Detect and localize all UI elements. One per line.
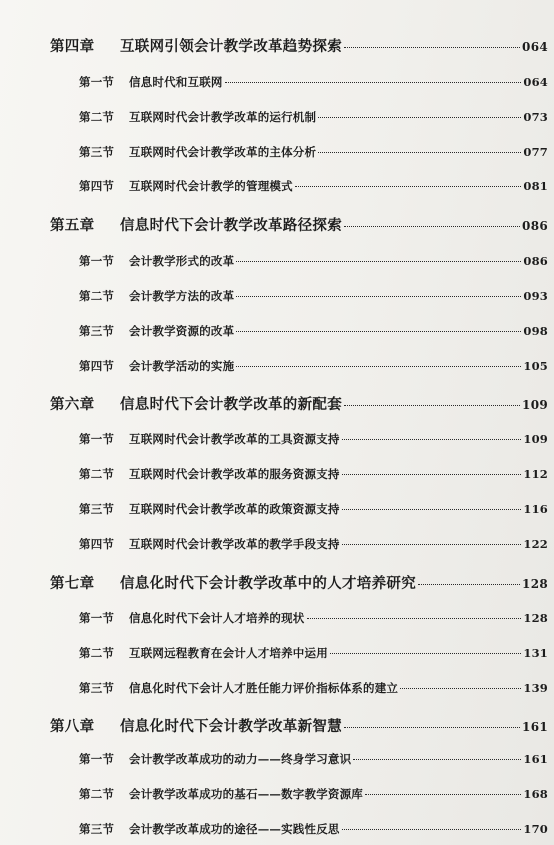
section-title: 会计教学资源的改革 (129, 324, 235, 338)
toc-section-entry (79, 610, 548, 626)
section-title: 互联网远程教育在会计人才培养中运用 (129, 646, 328, 660)
chapter-heading (50, 715, 342, 736)
page-number: 168 (523, 787, 548, 801)
toc-chapter-entry (50, 572, 548, 593)
dot-leader (418, 584, 520, 585)
page-number: 093 (523, 289, 548, 303)
page-number: 128 (522, 577, 548, 591)
section-title: 互联网时代会计教学改革的工具资源支持 (129, 432, 340, 446)
toc-section-entry (79, 288, 548, 304)
section-number: 第二节 (79, 467, 115, 481)
toc-chapter-entry (50, 35, 548, 56)
dot-leader (365, 794, 521, 795)
dot-leader (295, 186, 522, 187)
page-number: 128 (523, 611, 548, 625)
dot-leader (344, 47, 520, 48)
section-number: 第四节 (79, 359, 115, 373)
page-number: 109 (522, 398, 548, 412)
page-number: 170 (523, 822, 548, 836)
section-number: 第二节 (79, 787, 115, 801)
toc-section-entry (79, 431, 548, 447)
section-heading (79, 144, 316, 160)
chapter-heading (50, 35, 342, 56)
toc-section-entry (79, 751, 548, 767)
section-heading (79, 645, 328, 661)
dot-leader (225, 82, 522, 83)
page-number: 064 (523, 75, 548, 89)
section-heading (79, 466, 340, 482)
section-number: 第二节 (79, 289, 115, 303)
chapter-title: 信息化时代下会计教学改革新智慧 (120, 718, 342, 735)
section-heading (79, 288, 234, 304)
dot-leader (236, 331, 521, 332)
dot-leader (236, 366, 521, 367)
chapter-number: 第六章 (50, 396, 95, 413)
section-title: 信息化时代下会计人才胜任能力评价指标体系的建立 (129, 681, 399, 695)
chapter-heading (50, 393, 342, 414)
dot-leader (236, 296, 521, 297)
dot-leader (342, 509, 522, 510)
section-title: 信息化时代下会计人才培养的现状 (129, 611, 305, 625)
page-number: 081 (523, 179, 548, 193)
section-title: 会计教学改革成功的途径——实践性反思 (129, 822, 340, 836)
section-number: 第三节 (79, 822, 115, 836)
chapter-title: 互联网引领会计教学改革趋势探索 (120, 38, 342, 55)
section-heading (79, 253, 234, 269)
toc-section-entry (79, 358, 548, 374)
section-heading (79, 751, 351, 767)
toc-section-entry (79, 786, 548, 802)
section-title: 会计教学改革成功的动力——终身学习意识 (129, 752, 352, 766)
dot-leader (318, 117, 521, 118)
page-number: 112 (523, 467, 548, 481)
section-heading (79, 680, 398, 696)
dot-leader (344, 226, 520, 227)
page-number: 122 (523, 537, 548, 551)
section-title: 会计教学改革成功的基石——数字教学资源库 (129, 787, 363, 801)
page-number: 161 (523, 752, 548, 766)
dot-leader (342, 829, 522, 830)
dot-leader (236, 261, 521, 262)
toc-section-entry (79, 74, 548, 90)
toc-section-entry (79, 109, 548, 125)
page-number: 086 (523, 254, 548, 268)
section-heading (79, 358, 234, 374)
section-number: 第三节 (79, 145, 115, 159)
page-number: 131 (523, 646, 548, 660)
page-number: 077 (523, 145, 548, 159)
dot-leader (344, 405, 520, 406)
section-title: 互联网时代会计教学改革的主体分析 (129, 145, 317, 159)
toc-section-entry (79, 178, 548, 194)
toc-section-entry (79, 680, 548, 696)
section-number: 第三节 (79, 324, 115, 338)
dot-leader (342, 439, 522, 440)
section-title: 互联网时代会计教学改革的教学手段支持 (129, 537, 340, 551)
toc-section-entry (79, 821, 548, 837)
section-title: 互联网时代会计教学的管理模式 (129, 179, 293, 193)
section-heading (79, 501, 340, 517)
section-title: 会计教学方法的改革 (129, 289, 235, 303)
dot-leader (353, 759, 521, 760)
chapter-title: 信息时代下会计教学改革路径探索 (120, 217, 342, 234)
section-heading (79, 74, 223, 90)
toc-section-entry (79, 501, 548, 517)
page-number: 161 (522, 720, 548, 734)
toc-section-entry (79, 536, 548, 552)
toc-section-entry (79, 323, 548, 339)
section-number: 第一节 (79, 254, 115, 268)
dot-leader (330, 653, 521, 654)
page-number: 064 (522, 40, 548, 54)
section-number: 第一节 (79, 75, 115, 89)
section-number: 第四节 (79, 537, 115, 551)
page-number: 116 (523, 502, 548, 516)
section-title: 信息时代和互联网 (129, 75, 223, 89)
dot-leader (344, 727, 520, 728)
section-title: 互联网时代会计教学改革的服务资源支持 (129, 467, 340, 481)
section-title: 会计教学形式的改革 (129, 254, 235, 268)
section-title: 互联网时代会计教学改革的运行机制 (129, 110, 317, 124)
page-number: 139 (523, 681, 548, 695)
chapter-title: 信息时代下会计教学改革的新配套 (120, 396, 342, 413)
page-number: 105 (523, 359, 548, 373)
toc-chapter-entry (50, 715, 548, 736)
section-heading (79, 431, 340, 447)
toc-section-entry (79, 645, 548, 661)
toc-section-entry (79, 144, 548, 160)
section-heading (79, 178, 293, 194)
chapter-number: 第八章 (50, 718, 95, 735)
chapter-heading (50, 214, 342, 235)
toc-chapter-entry (50, 214, 548, 235)
section-number: 第二节 (79, 110, 115, 124)
section-number: 第三节 (79, 681, 115, 695)
section-heading (79, 610, 305, 626)
dot-leader (318, 152, 521, 153)
dot-leader (400, 688, 521, 689)
page-number: 098 (523, 324, 548, 338)
toc-chapter-entry (50, 393, 548, 414)
chapter-heading (50, 572, 416, 593)
section-number: 第一节 (79, 611, 115, 625)
section-heading (79, 323, 234, 339)
chapter-number: 第四章 (50, 38, 95, 55)
chapter-title: 信息化时代下会计教学改革中的人才培养研究 (120, 575, 416, 592)
page-number: 086 (522, 219, 548, 233)
section-title: 会计教学活动的实施 (129, 359, 235, 373)
section-number: 第三节 (79, 502, 115, 516)
section-number: 第二节 (79, 646, 115, 660)
chapter-number: 第五章 (50, 217, 95, 234)
section-heading (79, 786, 363, 802)
dot-leader (307, 618, 522, 619)
page-number: 109 (523, 432, 548, 446)
section-number: 第一节 (79, 432, 115, 446)
section-heading (79, 109, 316, 125)
section-number: 第四节 (79, 179, 115, 193)
section-heading (79, 536, 340, 552)
toc-section-entry (79, 253, 548, 269)
chapter-number: 第七章 (50, 575, 95, 592)
dot-leader (342, 474, 522, 475)
section-heading (79, 821, 340, 837)
dot-leader (342, 544, 522, 545)
section-title: 互联网时代会计教学改革的政策资源支持 (129, 502, 340, 516)
toc-section-entry (79, 466, 548, 482)
section-number: 第一节 (79, 752, 115, 766)
page-number: 073 (523, 110, 548, 124)
